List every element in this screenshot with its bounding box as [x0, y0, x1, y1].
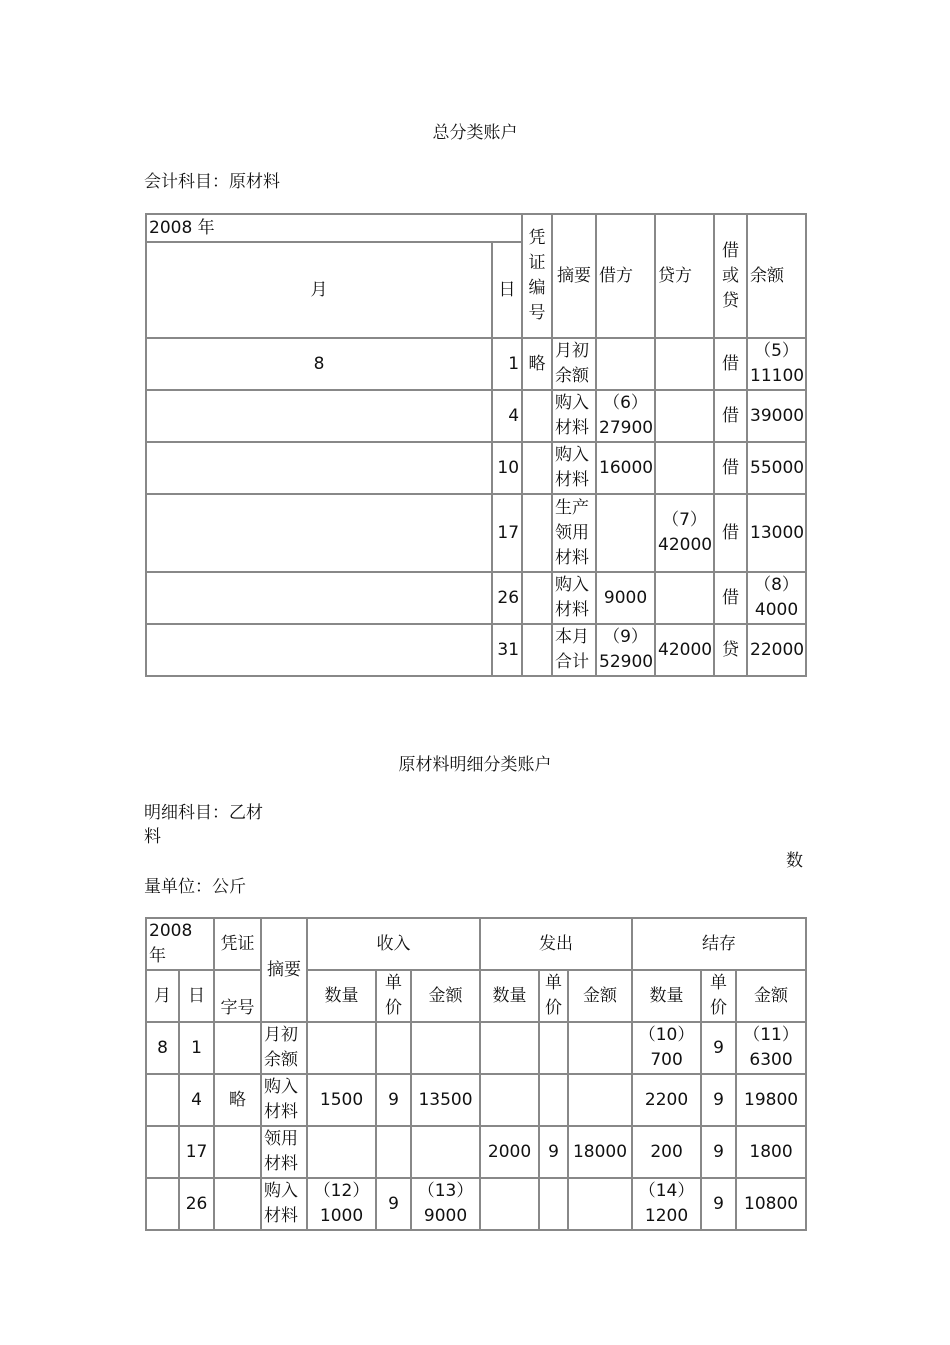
ledger-row [146, 572, 806, 624]
detail-subject-line2: 料 [144, 827, 161, 847]
detail-body [146, 1022, 806, 1230]
outgo-qty-cell [480, 1178, 539, 1230]
income-amount-header: 金额 [411, 970, 480, 1022]
ledger-voucher-cell [522, 624, 552, 676]
detail-day-header: 日 [179, 970, 214, 1022]
ledger-dc-header: 借 或 贷 [714, 214, 747, 338]
outgo-amount-cell [568, 1074, 632, 1126]
income-amount-cell: 13500 [411, 1074, 480, 1126]
detail-ledger-table [145, 917, 807, 1231]
outgo-amount-header: 金额 [568, 970, 632, 1022]
income-price-cell [376, 1126, 411, 1178]
income-price-cell: 9 [376, 1178, 411, 1230]
income-qty-cell [307, 1022, 376, 1074]
ledger-credit-cell [655, 390, 714, 442]
outgo-price-cell: 9 [539, 1126, 568, 1178]
income-price-cell [376, 1022, 411, 1074]
ledger-body [146, 338, 806, 676]
detail-summary-cell: 领用 材料 [261, 1126, 307, 1178]
outgo-price-header: 单 价 [539, 970, 568, 1022]
ledger-voucher-cell [522, 442, 552, 494]
ledger-day-cell: 1 [492, 338, 522, 390]
ledger-balance-cell: 55000 [747, 442, 806, 494]
ledger-voucher-cell: 略 [522, 338, 552, 390]
ledger-month-cell: 8 [146, 338, 492, 390]
detail-day-cell: 1 [179, 1022, 214, 1074]
ledger-voucher-header: 凭 证 编 号 [522, 214, 552, 338]
ledger-credit-cell: （7） 42000 [655, 494, 714, 572]
ledger-day-cell: 26 [492, 572, 522, 624]
ledger-debit-cell: 9000 [596, 572, 655, 624]
detail-voucher-header: 凭证 [214, 918, 261, 970]
ledger-balance-cell: 39000 [747, 390, 806, 442]
detail-month-cell [146, 1126, 179, 1178]
detail-unit-right: 数 [786, 851, 803, 871]
ledger-summary-cell: 购入 材料 [552, 572, 596, 624]
detail-summary-cell: 购入 材料 [261, 1178, 307, 1230]
ledger-dc-cell: 贷 [714, 624, 747, 676]
ledger-dc-cell: 借 [714, 390, 747, 442]
ledger-balance-header: 余额 [747, 214, 806, 338]
detail-outgo-header: 发出 [480, 918, 632, 970]
detail-voucher-cell [214, 1126, 261, 1178]
ledger-balance-cell: 13000 [747, 494, 806, 572]
ledger-dc-cell: 借 [714, 494, 747, 572]
ledger-debit-cell [596, 338, 655, 390]
detail-row [146, 1178, 806, 1230]
ledger-debit-cell: （9） 52900 [596, 624, 655, 676]
detail-title: 原材料明细分类账户 [398, 755, 552, 775]
ledger-row [146, 494, 806, 572]
ledger-debit-cell [596, 494, 655, 572]
ledger-credit-cell [655, 572, 714, 624]
detail-day-cell: 17 [179, 1126, 214, 1178]
income-price-header: 单 价 [376, 970, 411, 1022]
income-qty-cell: （12） 1000 [307, 1178, 376, 1230]
ledger-row [146, 624, 806, 676]
detail-row [146, 1022, 806, 1074]
outgo-amount-cell [568, 1178, 632, 1230]
detail-voucher-cell [214, 1022, 261, 1074]
income-qty-cell [307, 1126, 376, 1178]
income-amount-cell [411, 1022, 480, 1074]
stock-price-cell: 9 [701, 1022, 736, 1074]
ledger-month-cell [146, 442, 492, 494]
ledger-day-cell: 4 [492, 390, 522, 442]
ledger-day-cell: 17 [492, 494, 522, 572]
ledger-month-cell [146, 494, 492, 572]
ledger-month-cell [146, 624, 492, 676]
detail-stock-header: 结存 [632, 918, 806, 970]
detail-month-cell [146, 1074, 179, 1126]
stock-qty-cell: 2200 [632, 1074, 701, 1126]
detail-row [146, 1074, 806, 1126]
stock-price-cell: 9 [701, 1074, 736, 1126]
ledger-row [146, 390, 806, 442]
ledger-day-cell: 31 [492, 624, 522, 676]
ledger-credit-cell [655, 338, 714, 390]
ledger-year-header: 2008 年 [146, 214, 522, 242]
detail-voucher-cell [214, 1178, 261, 1230]
ledger-debit-cell: （6） 27900 [596, 390, 655, 442]
outgo-price-cell [539, 1178, 568, 1230]
ledger-month-cell [146, 390, 492, 442]
ledger-dc-cell: 借 [714, 338, 747, 390]
stock-amount-cell: 10800 [736, 1178, 806, 1230]
stock-price-cell: 9 [701, 1126, 736, 1178]
stock-amount-cell: 1800 [736, 1126, 806, 1178]
ledger-voucher-cell [522, 494, 552, 572]
ledger-voucher-cell [522, 390, 552, 442]
detail-income-header: 收入 [307, 918, 480, 970]
outgo-qty-cell [480, 1074, 539, 1126]
outgo-amount-cell: 18000 [568, 1126, 632, 1178]
stock-qty-cell: （10） 700 [632, 1022, 701, 1074]
detail-voucher-no-header: 字号 [214, 970, 261, 1022]
ledger-row [146, 442, 806, 494]
ledger-balance-cell: （5） 11100 [747, 338, 806, 390]
detail-row [146, 1126, 806, 1178]
ledger-subject: 会计科目：原材料 [144, 172, 280, 192]
income-price-cell: 9 [376, 1074, 411, 1126]
ledger-debit-cell: 16000 [596, 442, 655, 494]
detail-unit-line: 量单位：公斤 [144, 877, 246, 897]
ledger-title: 总分类账户 [432, 123, 518, 143]
ledger-dc-cell: 借 [714, 442, 747, 494]
ledger-month-header: 月 [146, 242, 492, 338]
stock-price-header: 单 价 [701, 970, 736, 1022]
outgo-qty-cell: 2000 [480, 1126, 539, 1178]
ledger-summary-cell: 月初 余额 [552, 338, 596, 390]
detail-month-header: 月 [146, 970, 179, 1022]
detail-subject-line1: 明细科目：乙材 [144, 803, 263, 823]
general-ledger-table [145, 213, 807, 677]
ledger-summary-cell: 本月 合计 [552, 624, 596, 676]
ledger-debit-header: 借方 [596, 214, 655, 338]
ledger-month-cell [146, 572, 492, 624]
income-qty-cell: 1500 [307, 1074, 376, 1126]
stock-amount-header: 金额 [736, 970, 806, 1022]
ledger-summary-cell: 购入 材料 [552, 442, 596, 494]
stock-qty-cell: （14） 1200 [632, 1178, 701, 1230]
stock-amount-cell: （11） 6300 [736, 1022, 806, 1074]
income-qty-header: 数量 [307, 970, 376, 1022]
outgo-qty-cell [480, 1022, 539, 1074]
ledger-day-cell: 10 [492, 442, 522, 494]
detail-month-cell: 8 [146, 1022, 179, 1074]
detail-summary-cell: 月初 余额 [261, 1022, 307, 1074]
ledger-credit-cell [655, 442, 714, 494]
stock-amount-cell: 19800 [736, 1074, 806, 1126]
outgo-amount-cell [568, 1022, 632, 1074]
ledger-balance-cell: （8） 4000 [747, 572, 806, 624]
stock-qty-header: 数量 [632, 970, 701, 1022]
ledger-summary-header: 摘要 [552, 214, 596, 338]
income-amount-cell: （13） 9000 [411, 1178, 480, 1230]
detail-month-cell [146, 1178, 179, 1230]
detail-day-cell: 4 [179, 1074, 214, 1126]
ledger-dc-cell: 借 [714, 572, 747, 624]
ledger-voucher-cell [522, 572, 552, 624]
detail-summary-header: 摘要 [261, 918, 307, 1022]
ledger-summary-cell: 购入 材料 [552, 390, 596, 442]
outgo-price-cell [539, 1022, 568, 1074]
stock-price-cell: 9 [701, 1178, 736, 1230]
stock-qty-cell: 200 [632, 1126, 701, 1178]
ledger-credit-cell: 42000 [655, 624, 714, 676]
outgo-qty-header: 数量 [480, 970, 539, 1022]
income-amount-cell [411, 1126, 480, 1178]
ledger-credit-header: 贷方 [655, 214, 714, 338]
outgo-price-cell [539, 1074, 568, 1126]
ledger-row [146, 338, 806, 390]
ledger-summary-cell: 生产 领用 材料 [552, 494, 596, 572]
detail-summary-cell: 购入 材料 [261, 1074, 307, 1126]
detail-year-header: 2008 年 [146, 918, 214, 970]
detail-day-cell: 26 [179, 1178, 214, 1230]
ledger-balance-cell: 22000 [747, 624, 806, 676]
detail-voucher-cell: 略 [214, 1074, 261, 1126]
ledger-day-header: 日 [492, 242, 522, 338]
